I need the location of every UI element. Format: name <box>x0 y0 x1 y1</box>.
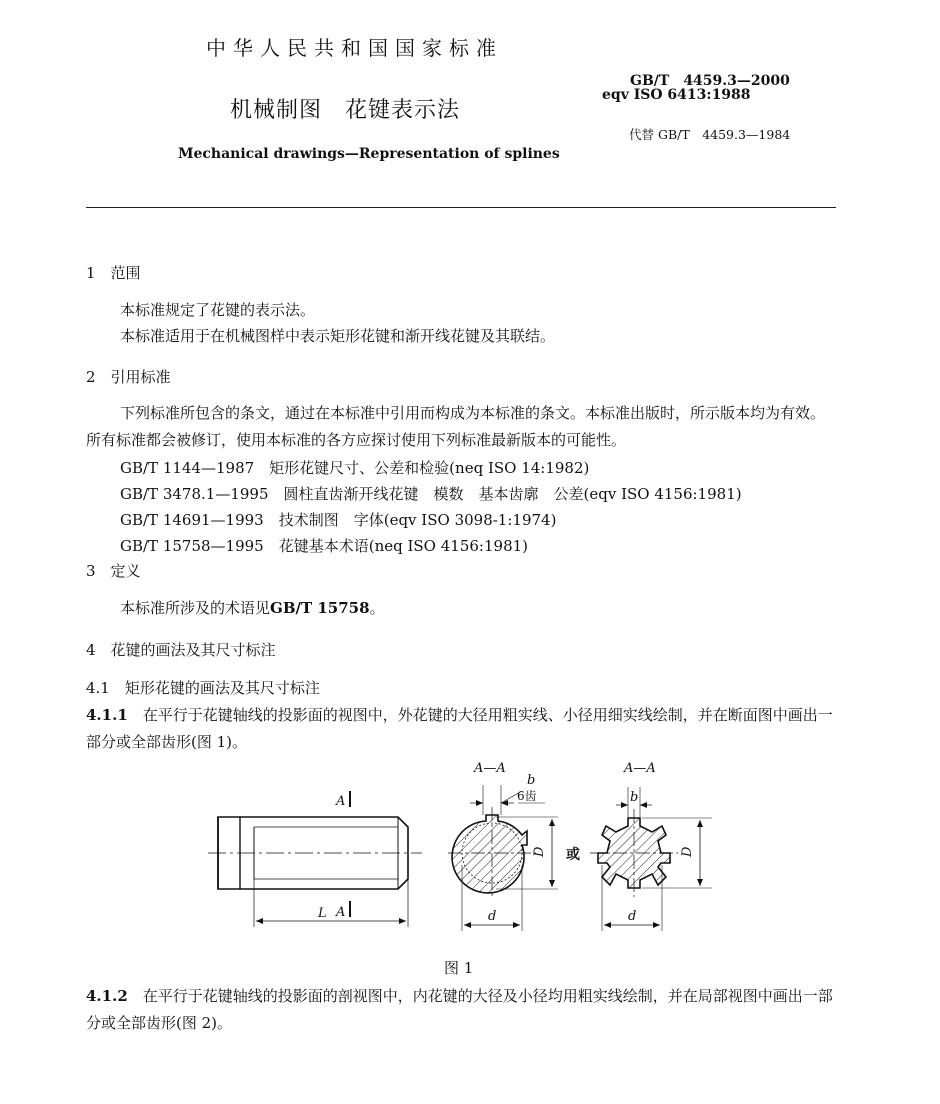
standard-number: GB/T 4459.3—2000 <box>630 73 790 89</box>
width-label-right: b <box>630 790 639 805</box>
section-label-top: A <box>336 794 346 809</box>
section-title-left: A—A <box>474 761 506 776</box>
figure-1-drawing <box>200 755 720 945</box>
section-3-reference: GB/T 15758 <box>270 599 370 617</box>
national-standard-title: 中华人民共和国国家标准 <box>206 36 503 60</box>
major-diameter-label-right: D <box>680 846 695 857</box>
section-1-heading: 1 范围 <box>86 264 141 282</box>
section-4-1-1-text: 在平行于花键轴线的投影面的视图中，外花键的大径用粗实线、小径用细实线绘制，并在断面图中画出一部分或全部齿形(图 1)。 <box>86 706 833 751</box>
standard-equivalent: eqv ISO 6413:1988 <box>602 87 751 103</box>
section-4-1-1-paragraph <box>86 702 836 756</box>
section-2-paragraph-1: 下列标准所包含的条文，通过在本标准中引用而构成为本标准的条文。本标准出版时，所示版本均为有效。所有标准都会被修订，使用本标准的各方应探讨使用下列标准最新版本的可能性。 <box>86 404 826 449</box>
section-4-heading: 4 花键的画法及其尺寸标注 <box>86 641 276 659</box>
minor-diameter-label-right: d <box>628 909 637 924</box>
spline-section-full <box>590 809 678 897</box>
section-3-end: 。 <box>369 599 385 617</box>
section-1-paragraph-1: 本标准规定了花键的表示法。 <box>120 301 316 319</box>
teeth-count-label: 6齿 <box>517 789 537 803</box>
section-3-paragraph <box>120 598 385 618</box>
section-4-1-1-number: 4.1.1 <box>86 706 128 724</box>
minor-diameter-label-left: d <box>488 909 497 924</box>
section-3-text: 本标准所涉及的术语见 <box>120 599 271 617</box>
figure-1-caption: 图 1 <box>444 959 474 977</box>
header-divider <box>86 207 836 208</box>
section-1-paragraph-2: 本标准适用于在机械图样中表示矩形花键和渐开线花键及其联结。 <box>120 327 556 345</box>
section-4-1-heading: 4.1 矩形花键的画法及其尺寸标注 <box>86 679 320 697</box>
standard-replaces: 代替 GB/T 4459.3—1984 <box>629 127 791 142</box>
length-label: L <box>318 906 327 921</box>
spline-section-partial <box>448 807 536 897</box>
reference-item: GB/T 15758—1995 花键基本术语(neq ISO 4156:1981) <box>120 537 529 555</box>
section-title-right: A—A <box>624 761 656 776</box>
section-2-heading: 2 引用标准 <box>86 368 171 386</box>
spline-shaft-side-view <box>208 817 422 889</box>
section-label-bottom: A <box>336 905 346 920</box>
document-title-english: Mechanical drawings—Representation of splines <box>178 146 560 162</box>
document-title-chinese: 机械制图 花键表示法 <box>230 98 461 123</box>
reference-item: GB/T 1144—1987 矩形花键尺寸、公差和检验(neq ISO 14:1982) <box>120 459 590 477</box>
major-diameter-label-left: D <box>532 846 547 857</box>
section-4-1-2-text: 在平行于花键轴线的投影面的剖视图中，内花键的大径及小径均用粗实线绘制，并在局部视图中画出一部分或全部齿形(图 2)。 <box>86 987 833 1032</box>
width-label-left: b <box>527 773 536 788</box>
or-label: 或 <box>566 847 580 863</box>
section-3-heading: 3 定义 <box>86 562 141 580</box>
reference-item: GB/T 14691—1993 技术制图 字体(eqv ISO 3098-1:1974) <box>120 511 557 529</box>
section-4-1-2-paragraph <box>86 983 836 1037</box>
reference-item: GB/T 3478.1—1995 圆柱直齿渐开线花键 模数 基本齿廓 公差(eqv ISO 4156:1981) <box>120 485 742 503</box>
section-4-1-2-number: 4.1.2 <box>86 987 128 1005</box>
